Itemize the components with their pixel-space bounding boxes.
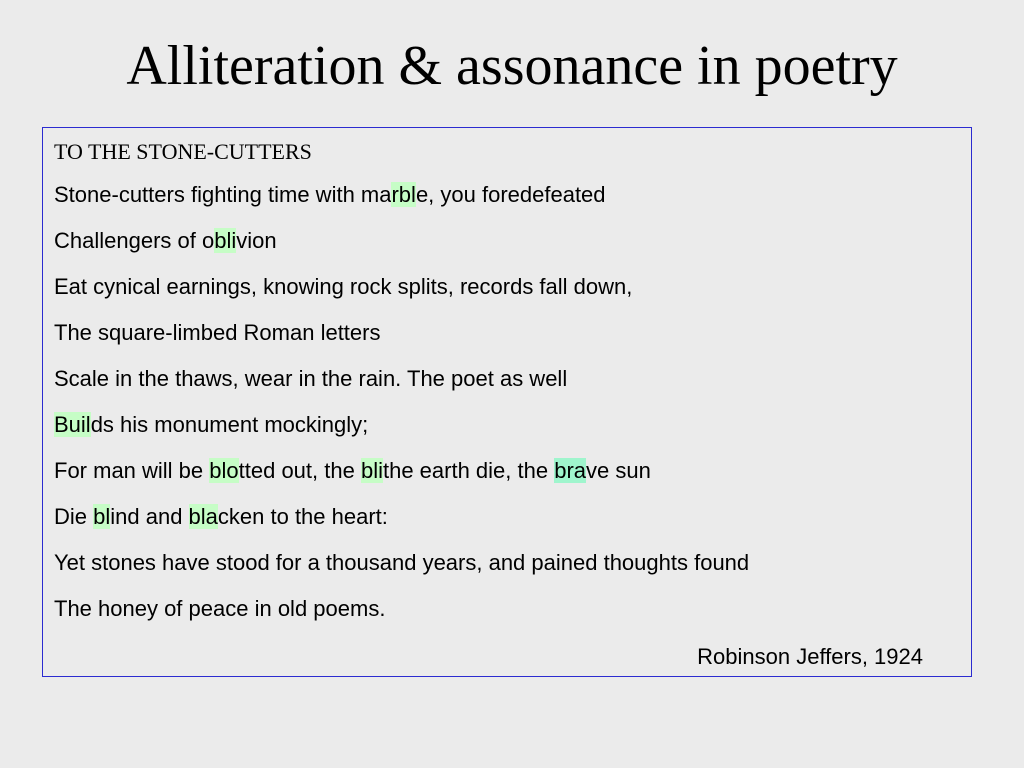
highlighted-sound: rbl [391, 182, 416, 207]
poem-text: ve sun [586, 458, 651, 483]
highlighted-sound: bli [214, 228, 237, 253]
poem-text: Eat cynical earnings, knowing rock splits, records fall down, [54, 274, 633, 299]
poem-line [54, 269, 632, 305]
poem-text: Scale in the thaws, wear in the rain. The poet as well [54, 366, 568, 391]
poem-text: tted out, the [238, 458, 361, 483]
poem-line [54, 361, 567, 397]
highlighted-sound: Buil [54, 412, 91, 437]
poem-line [54, 315, 380, 351]
poem-text: vion [236, 228, 277, 253]
poem-text: Yet stones have stood for a thousand years, and pained thoughts found [54, 550, 750, 575]
highlighted-sound: blo [209, 458, 239, 483]
highlighted-sound: bla [188, 504, 218, 529]
poem-text: Stone-cutters fighting time with ma [54, 182, 392, 207]
poem-text: Challengers of o [54, 228, 215, 253]
poem-line [54, 499, 388, 535]
poem-text: For man will be [54, 458, 210, 483]
highlighted-sound: bra [554, 458, 586, 483]
poem-text: ds his monument mockingly; [90, 412, 369, 437]
poem-text: e, you foredefeated [415, 182, 606, 207]
poem-line [54, 177, 606, 213]
poem-line [54, 545, 749, 581]
poem-heading: TO THE STONE-CUTTERS [54, 139, 312, 164]
poem-line [54, 223, 277, 259]
poem-line [54, 591, 385, 627]
highlighted-sound: bli [360, 458, 383, 483]
poem-attribution: Robinson Jeffers, 1924 [697, 644, 923, 669]
poem-text: The square-limbed Roman letters [54, 320, 381, 345]
highlighted-sound: bl [93, 504, 111, 529]
slide-title: Alliteration & assonance in poetry [126, 35, 898, 97]
poem-text: ind and [110, 504, 189, 529]
poem-line [54, 453, 651, 489]
poem-text: Die [54, 504, 94, 529]
poem-text: the earth die, the [382, 458, 555, 483]
poem-text: cken to the heart: [217, 504, 388, 529]
poem-text: The honey of peace in old poems. [54, 596, 386, 621]
poem-line [54, 407, 368, 443]
poem-box [42, 127, 972, 677]
